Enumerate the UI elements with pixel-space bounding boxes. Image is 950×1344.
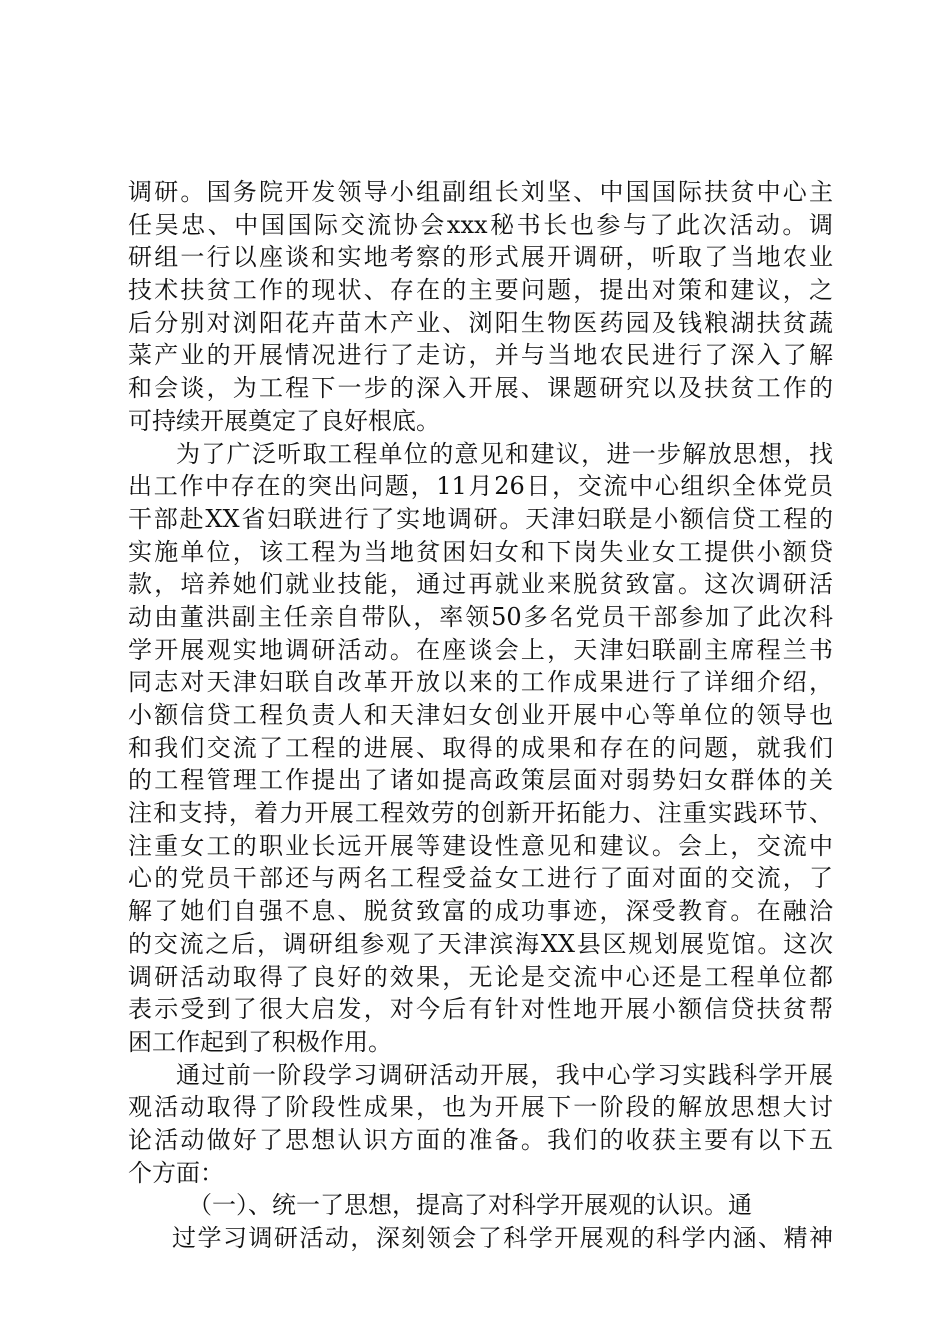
text-line: 可持续开展奠定了良好根底。 [128, 406, 440, 435]
text-line: 表示受到了很大启发，对今后有针对性地开展小额信贷扶贫帮 [128, 995, 833, 1024]
text-line: 技术扶贫工作的现状、存在的主要问题，提出对策和建议，之 [128, 276, 833, 305]
section-heading: （一）、统一了思想，提高了对科学开展观的认识。通 [188, 1191, 752, 1220]
text-line: 任吴忠、中国国际交流协会xxx秘书长也参与了此次活动。调 [128, 210, 833, 239]
text-line: 实施单位，该工程为当地贫困妇女和下岗失业女工提供小额贷 [128, 537, 833, 566]
body-text [128, 176, 833, 1255]
text-line: 款，培养她们就业技能，通过再就业来脱贫致富。这次调研活 [128, 570, 833, 599]
text-line: 和会谈，为工程下一步的深入开展、课题研究以及扶贫工作的 [128, 374, 833, 403]
text-line: 小额信贷工程负责人和天津妇女创业开展中心等单位的领导也 [128, 701, 833, 729]
text-line: 研组一行以座谈和实地考察的形式展开调研，听取了当地农业 [128, 243, 833, 272]
text-line: 心的党员干部还与两名工程受益女工进行了面对面的交流，了 [128, 864, 833, 893]
text-line: 观活动取得了阶段性成果，也为开展下一阶段的解放思想大讨 [128, 1093, 833, 1122]
text-line: 同志对天津妇联自改革开放以来的工作成果进行了详细介绍， [128, 668, 833, 697]
text-line: 论活动做好了思想认识方面的准备。我们的收获主要有以下五 [128, 1125, 833, 1154]
paragraph-first-line: 为了广泛听取工程单位的意见和建议，进一步解放思想，找 [176, 439, 833, 468]
text-line: 和我们交流了工程的进展、取得的成果和存在的问题，就我们 [128, 733, 833, 762]
text-line: 个方面： [128, 1158, 224, 1187]
text-line: 调研。国务院开发领导小组副组长刘坚、中国国际扶贫中心主 [128, 178, 833, 206]
text-line: 解了她们自强不息、脱贫致富的成功事迹，深受教育。在融洽 [128, 897, 833, 926]
text-line: 困工作起到了积极作用。 [128, 1027, 392, 1056]
text-line: 的交流之后，调研组参观了天津滨海XX县区规划展览馆。这次 [128, 929, 833, 958]
text-line: 过学习调研活动，深刻领会了科学开展观的科学内涵、精神 [172, 1224, 833, 1252]
text-line: 注和支持，着力开展工程效劳的创新开拓能力、注重实践环节、 [128, 799, 833, 828]
text-line: 调研活动取得了良好的效果，无论是交流中心还是工程单位都 [128, 962, 833, 991]
paragraph-first-line: 通过前一阶段学习调研活动开展，我中心学习实践科学开展 [176, 1060, 833, 1089]
text-line: 干部赴XX省妇联进行了实地调研。天津妇联是小额信贷工程的 [128, 504, 833, 533]
text-line: 注重女工的职业长远开展等建设性意见和建议。会上，交流中 [128, 831, 833, 860]
text-line: 动由董洪副主任亲自带队，率领50多名党员干部参加了此次科 [128, 602, 833, 631]
text-line: 菜产业的开展情况进行了走访，并与当地农民进行了深入了解 [128, 341, 833, 370]
text-line: 后分别对浏阳花卉苗木产业、浏阳生物医药园及钱粮湖扶贫蔬 [128, 308, 833, 337]
text-line: 的工程管理工作提出了诸如提高政策层面对弱势妇女群体的关 [128, 766, 833, 795]
text-line: 学开展观实地调研活动。在座谈会上，天津妇联副主席程兰书 [128, 635, 833, 664]
text-line: 出工作中存在的突出问题，11月26日，交流中心组织全体党员 [128, 472, 833, 501]
